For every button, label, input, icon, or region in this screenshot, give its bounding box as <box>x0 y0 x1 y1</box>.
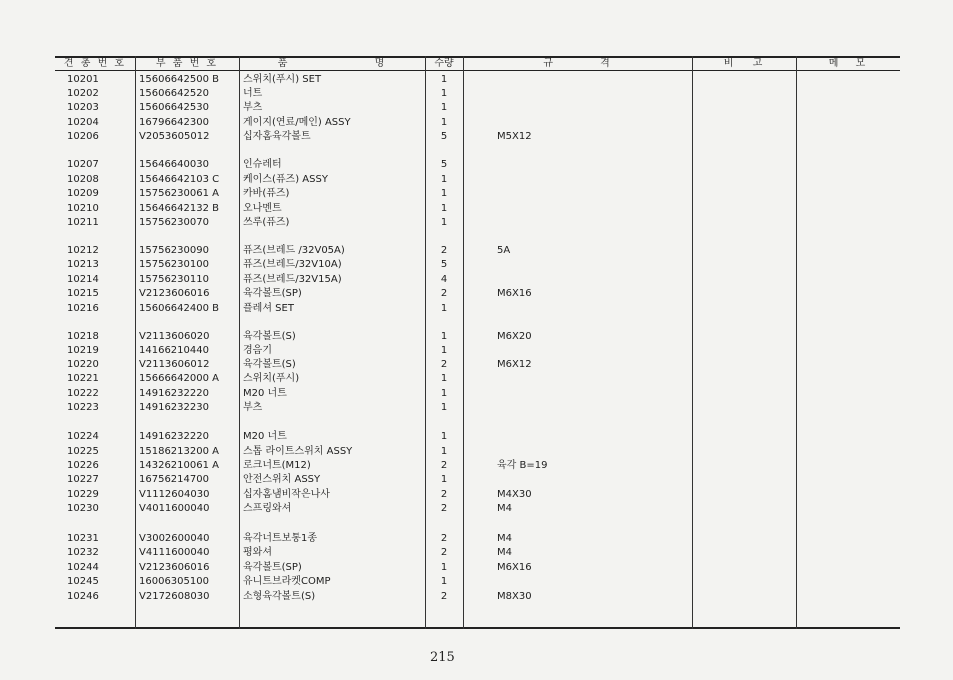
table-cell-item-no: 10222 <box>67 388 99 399</box>
table-cell-item-no: 10226 <box>67 460 99 471</box>
table-cell-part-no: 15756230110 <box>139 274 209 285</box>
table-cell-qty: 1 <box>440 303 448 314</box>
table-cell-spec: 5A <box>497 245 511 256</box>
table-cell-part-no: V2113606020 <box>139 331 210 342</box>
header-item-no: 견 총 번 호 <box>63 58 127 69</box>
table-cell-item-no: 10231 <box>67 533 99 544</box>
table-cell-item-no: 10203 <box>67 102 99 113</box>
table-cell-qty: 1 <box>440 102 448 113</box>
table-cell-qty: 2 <box>440 547 448 558</box>
table-cell-part-name: 십자홈육각볼트 <box>243 131 311 142</box>
table-cell-part-name: 쓰루(퓨즈) <box>243 217 290 228</box>
table-cell-item-no: 10224 <box>67 431 99 442</box>
table-cell-part-no: V2123606016 <box>139 288 210 299</box>
table-cell-spec: M5X12 <box>497 131 532 142</box>
table-cell-spec: M6X20 <box>497 331 532 342</box>
table-cell-qty: 2 <box>440 359 448 370</box>
table-cell-item-no: 10218 <box>67 331 99 342</box>
table-cell-part-no: V4111600040 <box>139 547 210 558</box>
table-cell-part-name: 스위치(푸시) SET <box>243 74 322 85</box>
table-cell-qty: 2 <box>440 591 448 602</box>
table-cell-part-name: 육각볼트(S) <box>243 331 296 342</box>
table-cell-item-no: 10204 <box>67 117 99 128</box>
table-cell-spec: 육각 B=19 <box>497 460 548 471</box>
table-cell-qty: 1 <box>440 345 448 356</box>
table-cell-part-no: V2172608030 <box>139 591 210 602</box>
header-qty: 수량 <box>434 58 454 69</box>
table-cell-spec: M4 <box>497 533 512 544</box>
table-cell-spec: M8X30 <box>497 591 532 602</box>
table-cell-part-no: V3002600040 <box>139 533 210 544</box>
table-cell-item-no: 10225 <box>67 446 99 457</box>
table-cell-part-no: 14326210061 A <box>139 460 220 471</box>
column-divider <box>239 56 240 629</box>
table-cell-part-no: 15606642400 B <box>139 303 220 314</box>
table-cell-part-name: 부츠 <box>243 402 263 413</box>
table-cell-item-no: 10219 <box>67 345 99 356</box>
table-cell-spec: M4X30 <box>497 489 532 500</box>
table-cell-item-no: 10230 <box>67 503 99 514</box>
table-cell-qty: 5 <box>440 159 448 170</box>
table-cell-qty: 1 <box>440 388 448 399</box>
header-bottom-rule <box>55 70 900 71</box>
table-cell-part-name: 소형육각볼트(S) <box>243 591 316 602</box>
table-cell-item-no: 10215 <box>67 288 99 299</box>
header-memo: 메 모 <box>828 58 868 69</box>
table-cell-qty: 1 <box>440 117 448 128</box>
table-cell-part-no: 14916232220 <box>139 388 209 399</box>
table-cell-item-no: 10201 <box>67 74 99 85</box>
table-cell-part-name: 카바(퓨즈) <box>243 188 290 199</box>
table-cell-item-no: 10227 <box>67 474 99 485</box>
table-cell-qty: 1 <box>440 331 448 342</box>
table-cell-part-name: 인슈레터 <box>243 159 282 170</box>
table-cell-part-name: M20 너트 <box>243 431 287 442</box>
table-cell-part-name: 로크너트(M12) <box>243 460 311 471</box>
table-cell-part-no: V2123606016 <box>139 562 210 573</box>
table-cell-qty: 2 <box>440 503 448 514</box>
table-bottom-rule <box>55 627 900 629</box>
table-cell-part-no: 15606642530 <box>139 102 209 113</box>
column-divider <box>463 56 464 629</box>
table-cell-part-no: 15756230100 <box>139 259 209 270</box>
table-cell-part-name: 평와셔 <box>243 547 272 558</box>
table-cell-part-no: V2113606012 <box>139 359 210 370</box>
table-cell-item-no: 10246 <box>67 591 99 602</box>
table-cell-part-no: V2053605012 <box>139 131 210 142</box>
table-cell-qty: 1 <box>440 562 448 573</box>
table-cell-item-no: 10229 <box>67 489 99 500</box>
header-remarks: 비 고 <box>723 58 765 69</box>
table-cell-part-name: 유니트브라켓COMP <box>243 576 331 587</box>
table-cell-part-name: 육각볼트(SP) <box>243 288 302 299</box>
table-cell-qty: 1 <box>440 474 448 485</box>
table-cell-item-no: 10245 <box>67 576 99 587</box>
table-cell-part-no: V1112604030 <box>139 489 210 500</box>
table-cell-qty: 1 <box>440 431 448 442</box>
table-cell-part-name: 스위치(푸시) <box>243 373 300 384</box>
table-cell-item-no: 10244 <box>67 562 99 573</box>
table-cell-item-no: 10207 <box>67 159 99 170</box>
table-cell-spec: M4 <box>497 547 512 558</box>
table-cell-part-no: 15756230061 A <box>139 188 220 199</box>
table-cell-item-no: 10223 <box>67 402 99 413</box>
table-cell-item-no: 10221 <box>67 373 99 384</box>
column-divider <box>135 56 136 629</box>
column-divider <box>796 56 797 629</box>
table-cell-qty: 2 <box>440 533 448 544</box>
table-cell-qty: 1 <box>440 174 448 185</box>
table-cell-spec: M4 <box>497 503 512 514</box>
table-cell-part-name: 부츠 <box>243 102 263 113</box>
table-cell-qty: 2 <box>440 245 448 256</box>
table-cell-part-no: 14916232220 <box>139 431 209 442</box>
table-cell-part-no: 16756214700 <box>139 474 209 485</box>
table-cell-part-name: 경음기 <box>243 345 272 356</box>
table-cell-part-no: 15646642132 B <box>139 203 220 214</box>
header-part-no: 부 품 번 호 <box>155 58 219 69</box>
table-cell-item-no: 10213 <box>67 259 99 270</box>
table-cell-part-no: 15646640030 <box>139 159 209 170</box>
table-cell-item-no: 10212 <box>67 245 99 256</box>
table-cell-item-no: 10214 <box>67 274 99 285</box>
table-cell-item-no: 10211 <box>67 217 99 228</box>
table-cell-part-name: 게이지(연료/메인) ASSY <box>243 117 351 128</box>
column-divider <box>692 56 693 629</box>
table-cell-part-no: 14166210440 <box>139 345 209 356</box>
table-cell-part-name: 너트 <box>243 88 263 99</box>
table-cell-qty: 1 <box>440 217 448 228</box>
table-cell-part-name: 오나멘트 <box>243 203 282 214</box>
table-cell-qty: 1 <box>440 446 448 457</box>
table-cell-part-no: 15756230070 <box>139 217 209 228</box>
table-cell-part-no: 14916232230 <box>139 402 209 413</box>
table-cell-qty: 5 <box>440 131 448 142</box>
table-cell-qty: 1 <box>440 576 448 587</box>
table-cell-part-name: 육각볼트(S) <box>243 359 296 370</box>
table-cell-part-no: 15606642500 B <box>139 74 220 85</box>
table-cell-item-no: 10206 <box>67 131 99 142</box>
table-cell-qty: 1 <box>440 88 448 99</box>
table-cell-qty: 2 <box>440 489 448 500</box>
column-divider <box>425 56 426 629</box>
header-part-name: 품 명 <box>277 58 387 69</box>
table-cell-spec: M6X16 <box>497 562 532 573</box>
table-cell-item-no: 10202 <box>67 88 99 99</box>
table-cell-part-no: 15606642520 <box>139 88 209 99</box>
table-cell-part-name: 육각볼트(SP) <box>243 562 302 573</box>
table-cell-spec: M6X16 <box>497 288 532 299</box>
table-cell-part-name: 십자홈냄비작은나사 <box>243 489 330 500</box>
table-cell-part-no: 15646642103 C <box>139 174 220 185</box>
table-cell-part-no: 15186213200 A <box>139 446 220 457</box>
table-cell-part-no: V4011600040 <box>139 503 210 514</box>
table-cell-item-no: 10210 <box>67 203 99 214</box>
header-spec: 규 격 <box>543 58 612 69</box>
page-number: 215 <box>430 650 455 665</box>
table-cell-qty: 1 <box>440 203 448 214</box>
table-cell-part-no: 15756230090 <box>139 245 209 256</box>
table-cell-qty: 2 <box>440 288 448 299</box>
table-cell-part-name: 스프링와셔 <box>243 503 292 514</box>
table-cell-item-no: 10220 <box>67 359 99 370</box>
table-cell-qty: 1 <box>440 402 448 413</box>
table-cell-part-no: 15666642000 A <box>139 373 220 384</box>
table-cell-part-name: 케이스(퓨즈) ASSY <box>243 174 328 185</box>
table-cell-part-name: 안전스위치 ASSY <box>243 474 321 485</box>
table-cell-part-name: 퓨즈(브레드 /32V05A) <box>243 245 345 256</box>
table-cell-part-name: 퓨즈(브레드/32V15A) <box>243 274 342 285</box>
table-cell-spec: M6X12 <box>497 359 532 370</box>
table-cell-qty: 5 <box>440 259 448 270</box>
table-cell-qty: 1 <box>440 373 448 384</box>
table-cell-item-no: 10209 <box>67 188 99 199</box>
table-cell-item-no: 10216 <box>67 303 99 314</box>
table-cell-part-name: 육각너트보통1종 <box>243 533 317 544</box>
table-cell-qty: 2 <box>440 460 448 471</box>
table-cell-part-name: 퓨즈(브레드/32V10A) <box>243 259 342 270</box>
table-cell-qty: 1 <box>440 188 448 199</box>
table-cell-part-no: 16796642300 <box>139 117 209 128</box>
table-cell-part-name: 플레셔 SET <box>243 303 294 314</box>
table-cell-item-no: 10208 <box>67 174 99 185</box>
table-cell-part-name: 스톱 라이트스위치 ASSY <box>243 446 353 457</box>
table-cell-qty: 1 <box>440 74 448 85</box>
table-cell-part-name: M20 너트 <box>243 388 287 399</box>
table-cell-qty: 4 <box>440 274 448 285</box>
table-cell-part-no: 16006305100 <box>139 576 209 587</box>
table-cell-item-no: 10232 <box>67 547 99 558</box>
